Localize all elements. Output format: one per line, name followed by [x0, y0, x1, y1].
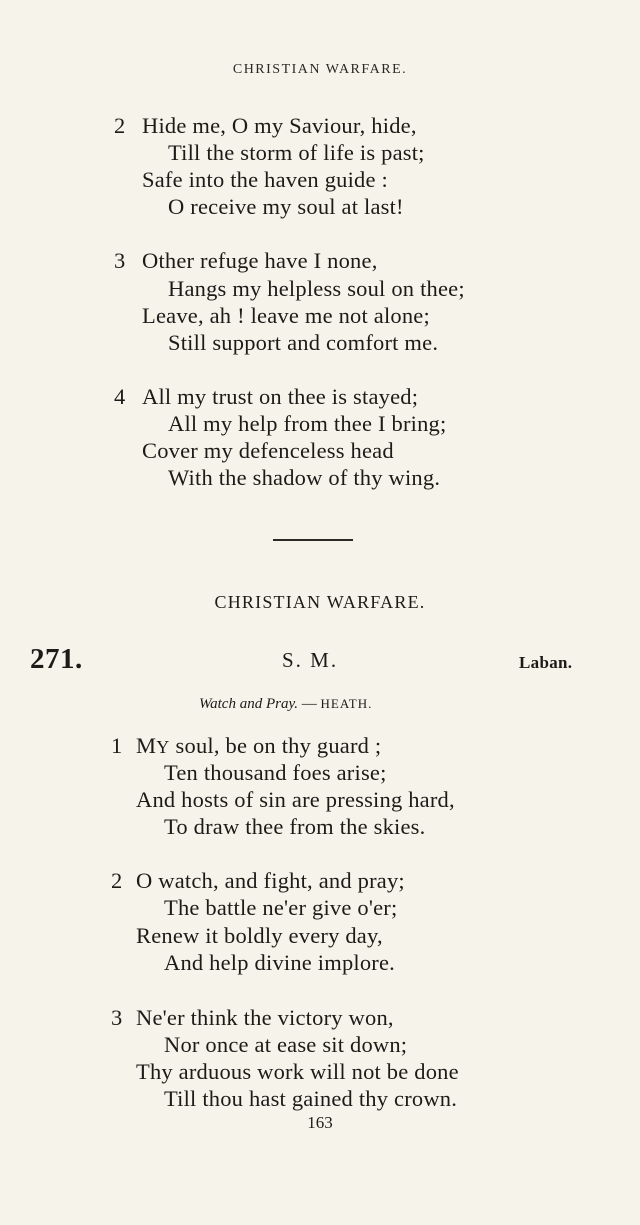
verse-line: Other refuge have I none, [142, 248, 378, 273]
hymn-subtitle [199, 696, 372, 713]
verse-line: Thy arduous work will not be done [136, 1059, 459, 1084]
verse-number: 4 [114, 384, 126, 409]
subtitle-text: Watch and Pray. [199, 696, 299, 712]
author-name: HEATH. [320, 696, 373, 711]
verse-line: Ne'er think the victory won, [136, 1005, 394, 1030]
running-head: CHRISTIAN WARFARE. [232, 62, 408, 77]
page-number: 163 [307, 1113, 333, 1132]
verse-line: The battle ne'er give o'er; [164, 895, 398, 920]
hymn-meter: S. M. [282, 648, 339, 672]
verse-line [136, 732, 381, 761]
verse-line: Ten thousand foes arise; [164, 760, 387, 785]
verse-line: Nor once at ease sit down; [164, 1032, 408, 1057]
first-line-rest: soul, be on thy guard ; [169, 733, 382, 758]
verse-number: 2 [114, 113, 126, 138]
verse-line: Hide me, O my Saviour, hide, [142, 113, 417, 138]
verse-number: 3 [111, 1005, 123, 1030]
verse-line: All my trust on thee is stayed; [142, 384, 419, 409]
verse-line: With the shadow of thy wing. [168, 465, 441, 490]
verse-line: To draw thee from the skies. [164, 814, 426, 839]
verse-number: 2 [111, 868, 123, 893]
verse-line: Renew it boldly every day, [136, 923, 383, 948]
verse-line: Hangs my helpless soul on thee; [168, 276, 465, 301]
verse-line: Leave, ah ! leave me not alone; [142, 303, 430, 328]
small-caps-rest: Y [156, 737, 170, 757]
verse-line: O watch, and fight, and pray; [136, 868, 405, 893]
hymn-number: 271. [30, 643, 83, 675]
verse-line: O receive my soul at last! [168, 194, 404, 219]
verse-line: Till thou hast gained thy crown. [164, 1086, 458, 1111]
verse-line: Cover my defenceless head [142, 438, 394, 463]
tune-name: Laban. [519, 653, 573, 672]
section-title: CHRISTIAN WARFARE. [214, 592, 426, 612]
subtitle-dash: — [298, 696, 321, 712]
section-divider [273, 539, 353, 541]
verse-line: Till the storm of life is past; [168, 140, 425, 165]
verse-number: 1 [111, 733, 123, 758]
verse-number: 3 [114, 248, 126, 273]
drop-initial: M [136, 733, 157, 758]
verse-line: And hosts of sin are pressing hard, [136, 787, 455, 812]
verse-line: And help divine implore. [164, 950, 396, 975]
verse-line: All my help from thee I bring; [168, 411, 447, 436]
verse-line: Still support and comfort me. [168, 330, 439, 355]
verse-line: Safe into the haven guide : [142, 167, 388, 192]
